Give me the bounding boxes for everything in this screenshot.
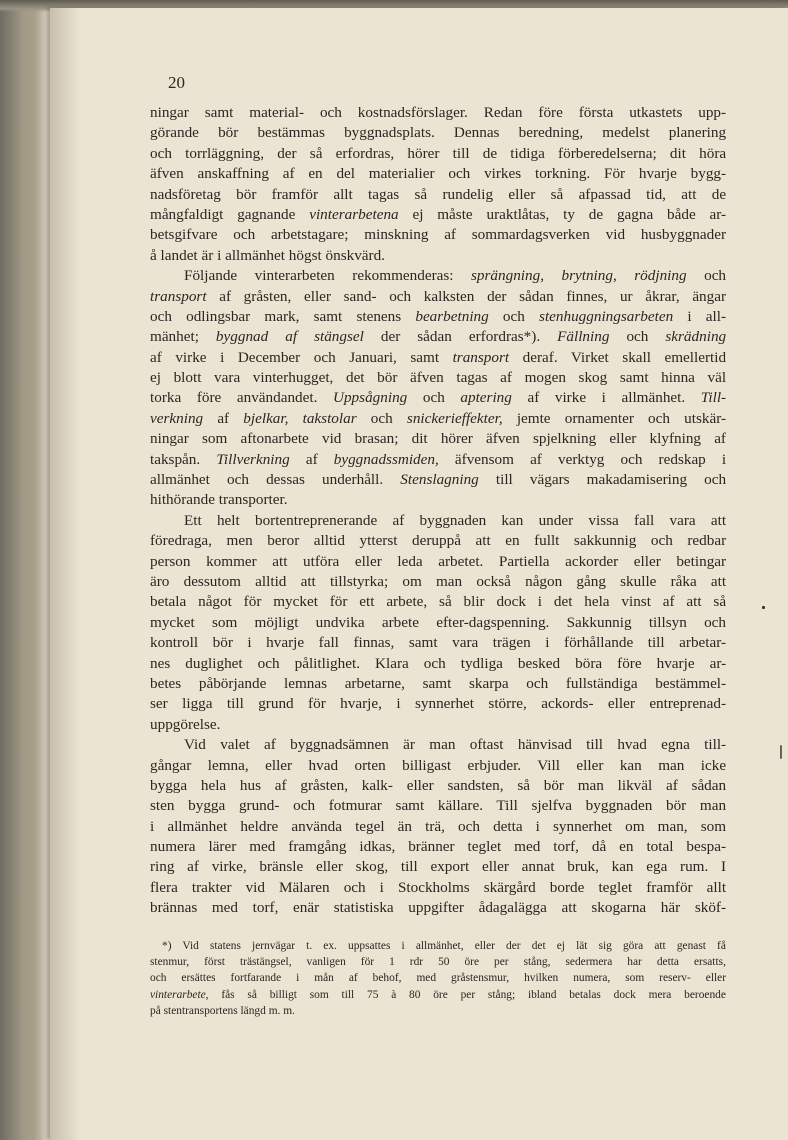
text-line: torka före användandet. Uppsågning och aptering af virke i allmänhet. Till- [150,389,727,407]
footnote-line: vinterarbete, fås så billigt som till 75 à 80 öre per stång; ibland betalas dock mera beroende [150,988,726,1001]
text-line: i allmänhet heldre använda tegel än trä, och detta i synnerhet om man, som [150,817,727,835]
text-line: allmänhet och dessas underhåll. Stenslagning till vägars makadamisering och [150,471,727,489]
text-line: flera trakter vid Mälaren och i Stockholms skärgård borde teglet framför allt [150,878,727,896]
text-line: numera lärer med framgång idkas, bränner teglet med torf, då en total bespa- [150,838,726,856]
gutter-shadow [50,8,80,1140]
footnotes [150,938,726,1019]
text-line: föredraga, men beror alltid ytterst deruppå att en fullt sakkunnig och redbar [150,532,727,550]
text-line: äro dessutom alltid att tillstyrka; om man också någon gång skulle råka att [150,572,727,590]
text-line: verkning af bjelkar, takstolar och snickerieffekter, jemte ornamenter och utskär- [150,409,727,427]
text-line: hithörande transporter. [150,491,288,509]
text-line: och odlingsbar mark, samt stenens bearbetning och stenhuggningsarbeten i all- [150,307,727,325]
text-line: mycket som möjligt undvika arbete efter-dagspenning. Sakkunnig tillsyn och [150,613,726,631]
text-line: Vid valet af byggnadsämnen är man oftast hänvisad till hvad egna till- [184,736,727,754]
text-line: Följande vinterarbeten rekommenderas: sprängning, brytning, rödjning och [184,267,727,285]
margin-mark [780,745,782,759]
text-line: transport af gråsten, eller sand- och kalksten der sådan finnes, ur åkrar, ängar [150,287,727,305]
text-line: takspån. Tillverkning af byggnadssmiden, äfvensom af verktyg och redskap i [150,450,727,468]
text-line: sten bygga grund- och fotmurar samt källare. Till sjelfva byggnaden bör man [150,797,727,815]
text-line: mångfaldigt gagnande vinterarbetena ej måste uraktlåtas, ty de gagna både ar- [150,205,727,223]
text-line: ningar samt material- och kostnadsförslager. Redan före första utkastets upp- [150,104,727,121]
text-line: ningar som aftonarbete vid brasan; dit hörer äfven spjelkning eller klyfning af [150,430,726,448]
text-line: Ett helt bortentreprenerande af byggnaden kan under vissa fall vara att [184,511,727,529]
text-line: person kommer att utföra eller leda arbetet. Partiella ackorder eller betingar [150,552,727,570]
text-line: ring af virke, bränsle eller skog, till export eller annat bruk, kan ega rum. I [150,858,727,876]
text-line: äfven anskaffning af en del materialier och virkes torkning. För hvarje bygg- [150,165,727,183]
footnote-line: *) Vid statens jernvägar t. ex. uppsattes i allmänhet, eller der det ej lät sig göra att genast få [162,940,726,952]
text-line: görande bör bestämmas byggnadsplats. Dennas beredning, medelst planering [150,124,727,142]
text-line: bygga hela hus af gråsten, kalk- eller sandsten, så bör man likväl af sådan [150,776,727,794]
text-line: nes duglighet och pålitlighet. Klara och tydliga besked böra före hvarje ar- [150,654,727,672]
text-line: å landet är i allmänhet högst önskvärd. [150,246,385,264]
text-line: brännas med torf, enär statistiska uppgifter ådagalägga att skogarna här sköf- [150,899,727,917]
text-line: ser ligga till grund för hvarje, i synnerhet större, ackords- eller entreprenad- [150,695,727,713]
text-line: betes påbörjande lemnas arbetarne, samt skarpa och fullständiga bestämmel- [150,674,727,692]
text-line: af virke i December och Januari, samt transport deraf. Virket skall emellertid [150,348,727,366]
footnote-line: och ersättes fortfarande i mån af behof, med gråstensmur, hvilken numera, som reserv- eller [150,972,726,985]
footnote-line: på stentransportens längd m. m. [150,1004,295,1017]
text-line: nadsföretag bör framför allt tagas så rundelig eller så afpassad tid, att de [150,185,727,203]
page-number: 20 [168,73,185,92]
margin-mark [762,606,765,609]
text-line: uppgörelse. [150,715,221,733]
text-line: mänhet; byggnad af stängsel der sådan erfordras*). Fällning och skrädning [150,328,727,346]
text-line: betala något för mycket för ett arbete, så blir dock i det hela vinst af att så [150,593,727,611]
body-text [150,103,726,919]
text-line: betsgifvare och arbetstagare; minskning af sommardagsverken vid husbyggnader [150,226,727,244]
text-line: ej blott vara vinterhugget, det bör äfven tagas af mogen skog samt hinna väl [150,369,727,387]
text-line: och torrläggning, der så erfordras, hörer till de tidiga förberedelserna; dit höra [150,144,727,162]
text-line: kontroll bör i hvarje fall finnas, samt vara trägen i förhållande till arbetar- [150,634,727,652]
text-line: gångar lemna, eller hvad orten billigast erbjuder. Vill eller kan man icke [150,756,727,774]
footnote-line: stenmur, först trästängsel, vanligen för 1 rdr 50 öre per stång, sedermera har detta ersatts, [150,956,726,969]
